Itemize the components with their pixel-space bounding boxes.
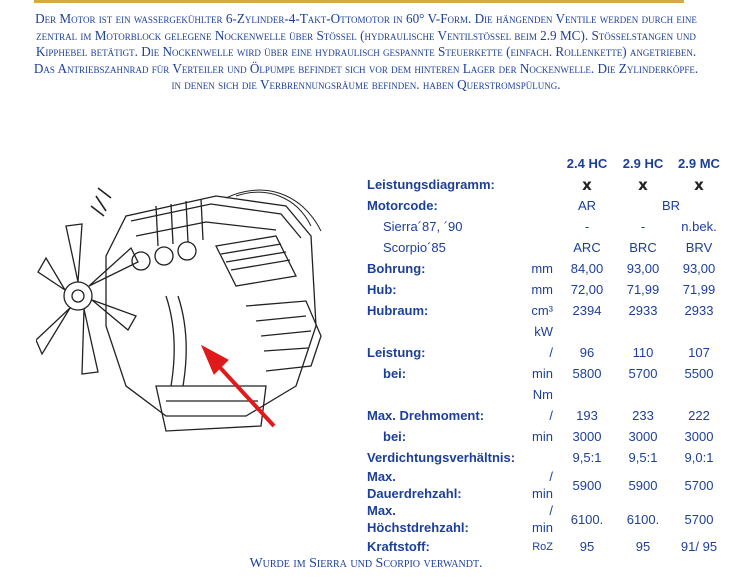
unit: min [532,429,553,444]
value: 84,00 [570,261,604,276]
unit: min [532,366,553,381]
label: Motorcode: [367,198,438,213]
value: 3000 [684,429,714,444]
value: 5900 [572,477,602,493]
value: 93,00 [626,261,660,276]
value: 9,0:1 [684,450,714,465]
value: 71,99 [626,282,660,297]
top-divider [34,0,684,3]
value: 3000 [572,429,602,444]
value: BRV [685,240,713,255]
value: n.bek. [681,219,717,234]
value: 2933 [628,303,658,318]
spec-table [365,152,727,557]
value: 5900 [628,477,658,493]
value: 5700 [684,511,714,527]
value: 72,00 [570,282,604,297]
row-verdichtung [365,447,727,468]
col-2-9hc: 2.9 HC [622,155,664,171]
unit: / min [532,503,553,535]
value: 233 [632,408,654,423]
label: Max. Höchstdrehzahl: [367,503,469,535]
footer-note: Wurde im Sierra und Scorpio verwandt. [249,556,483,571]
value: 6100. [626,511,660,527]
label: bei: [383,366,407,381]
unit: / min [532,469,553,501]
value: 71,99 [682,282,716,297]
row-drehmoment-bei [365,426,727,447]
value: 193 [576,408,598,423]
label: Leistung: [367,345,426,360]
value: 222 [688,408,710,423]
value: 110 [632,345,654,360]
value: ARC [573,240,601,255]
row-sierra [365,216,727,237]
label: Max. Drehmoment: [367,408,485,423]
value: 95 [579,539,595,554]
value: 2933 [684,303,714,318]
unit: cm³ [531,303,553,318]
row-leistungsdiagramm [365,174,727,195]
unit: mm [531,282,553,297]
value: 3000 [628,429,658,444]
value: 93,00 [682,261,716,276]
diagram-mark: x [694,175,704,194]
row-drehmoment [365,405,727,426]
intro-paragraph: Der Motor ist ein wassergekühlter 6-Zylinder-4-Takt-Ottomotor in 60° V-Form. Die hängenden Ventile werden durch eine zentral im Motorblock gelegene Nockenwelle über Stössel (hydraulische Ventilstössel beim 2.9 MC). Stösselstangen und Kipphebel betätigt. Die Nockenwelle wird über eine hydraulisch gespannte Steuerkette (einfach. Rollenkette) angetrieben. Das Antriebszahnrad für Verteiler und Ölpumpe befindet sich vor dem hinteren Lager der Nockenwelle. Die Zylinderköpfe. in denen sich die Verbrennungsräume befinden. haben Querstromspülung. [33,11,699,93]
value: 96 [579,345,595,360]
value: 5700 [684,477,714,493]
label: bei: [383,429,407,444]
col-2-9mc: 2.9 MC [678,155,720,171]
row-leistung-bei [365,363,727,384]
label: Sierra´87, ´90 [383,219,463,234]
row-bohrung [365,258,727,279]
unit: kW [534,324,553,339]
unit: Nm [532,387,553,402]
col-2-4hc: 2.4 HC [566,155,608,171]
value: 2394 [572,303,602,318]
value: BRC [629,240,657,255]
value: 5700 [628,366,658,381]
label: Hub: [367,282,397,297]
label: Bohrung: [367,261,426,276]
unit: RoZ [532,540,553,553]
value: 5800 [572,366,602,381]
unit: / [549,345,553,360]
row-hoechstdrehzahl [365,502,727,536]
value: 6100. [570,511,604,527]
value: - [584,219,590,234]
row-leistung [365,342,727,363]
label: Leistungsdiagramm: [367,177,495,192]
value: 9,5:1 [628,450,658,465]
diagram-mark: x [638,175,648,194]
label: Verdichtungsverhältnis: [367,450,516,465]
unit: / [549,408,553,423]
header-row [365,152,727,174]
row-hubraum [365,300,727,321]
engine-illustration [36,176,346,446]
value: BR [661,198,681,213]
row-dauerdrehzahl [365,468,727,502]
value: 95 [635,539,651,554]
value: 5500 [684,366,714,381]
unit: mm [531,261,553,276]
label: Kraftstoff: [367,539,430,554]
row-drehmoment-unit [365,384,727,405]
label: Scorpio´85 [383,240,446,255]
diagram-mark: x [582,175,592,194]
value: 9,5:1 [572,450,602,465]
label: Hubraum: [367,303,429,318]
row-kraftstoff [365,536,727,557]
row-hub [365,279,727,300]
fan-icon [36,224,138,374]
value: 91/ 95 [680,539,718,554]
value: - [640,219,646,234]
value: AR [577,198,597,213]
label: Max. Dauerdrehzahl: [367,469,462,501]
row-scorpio [365,237,727,258]
row-motorcode [365,195,727,216]
value: 107 [688,345,710,360]
row-leistung-unit [365,321,727,342]
